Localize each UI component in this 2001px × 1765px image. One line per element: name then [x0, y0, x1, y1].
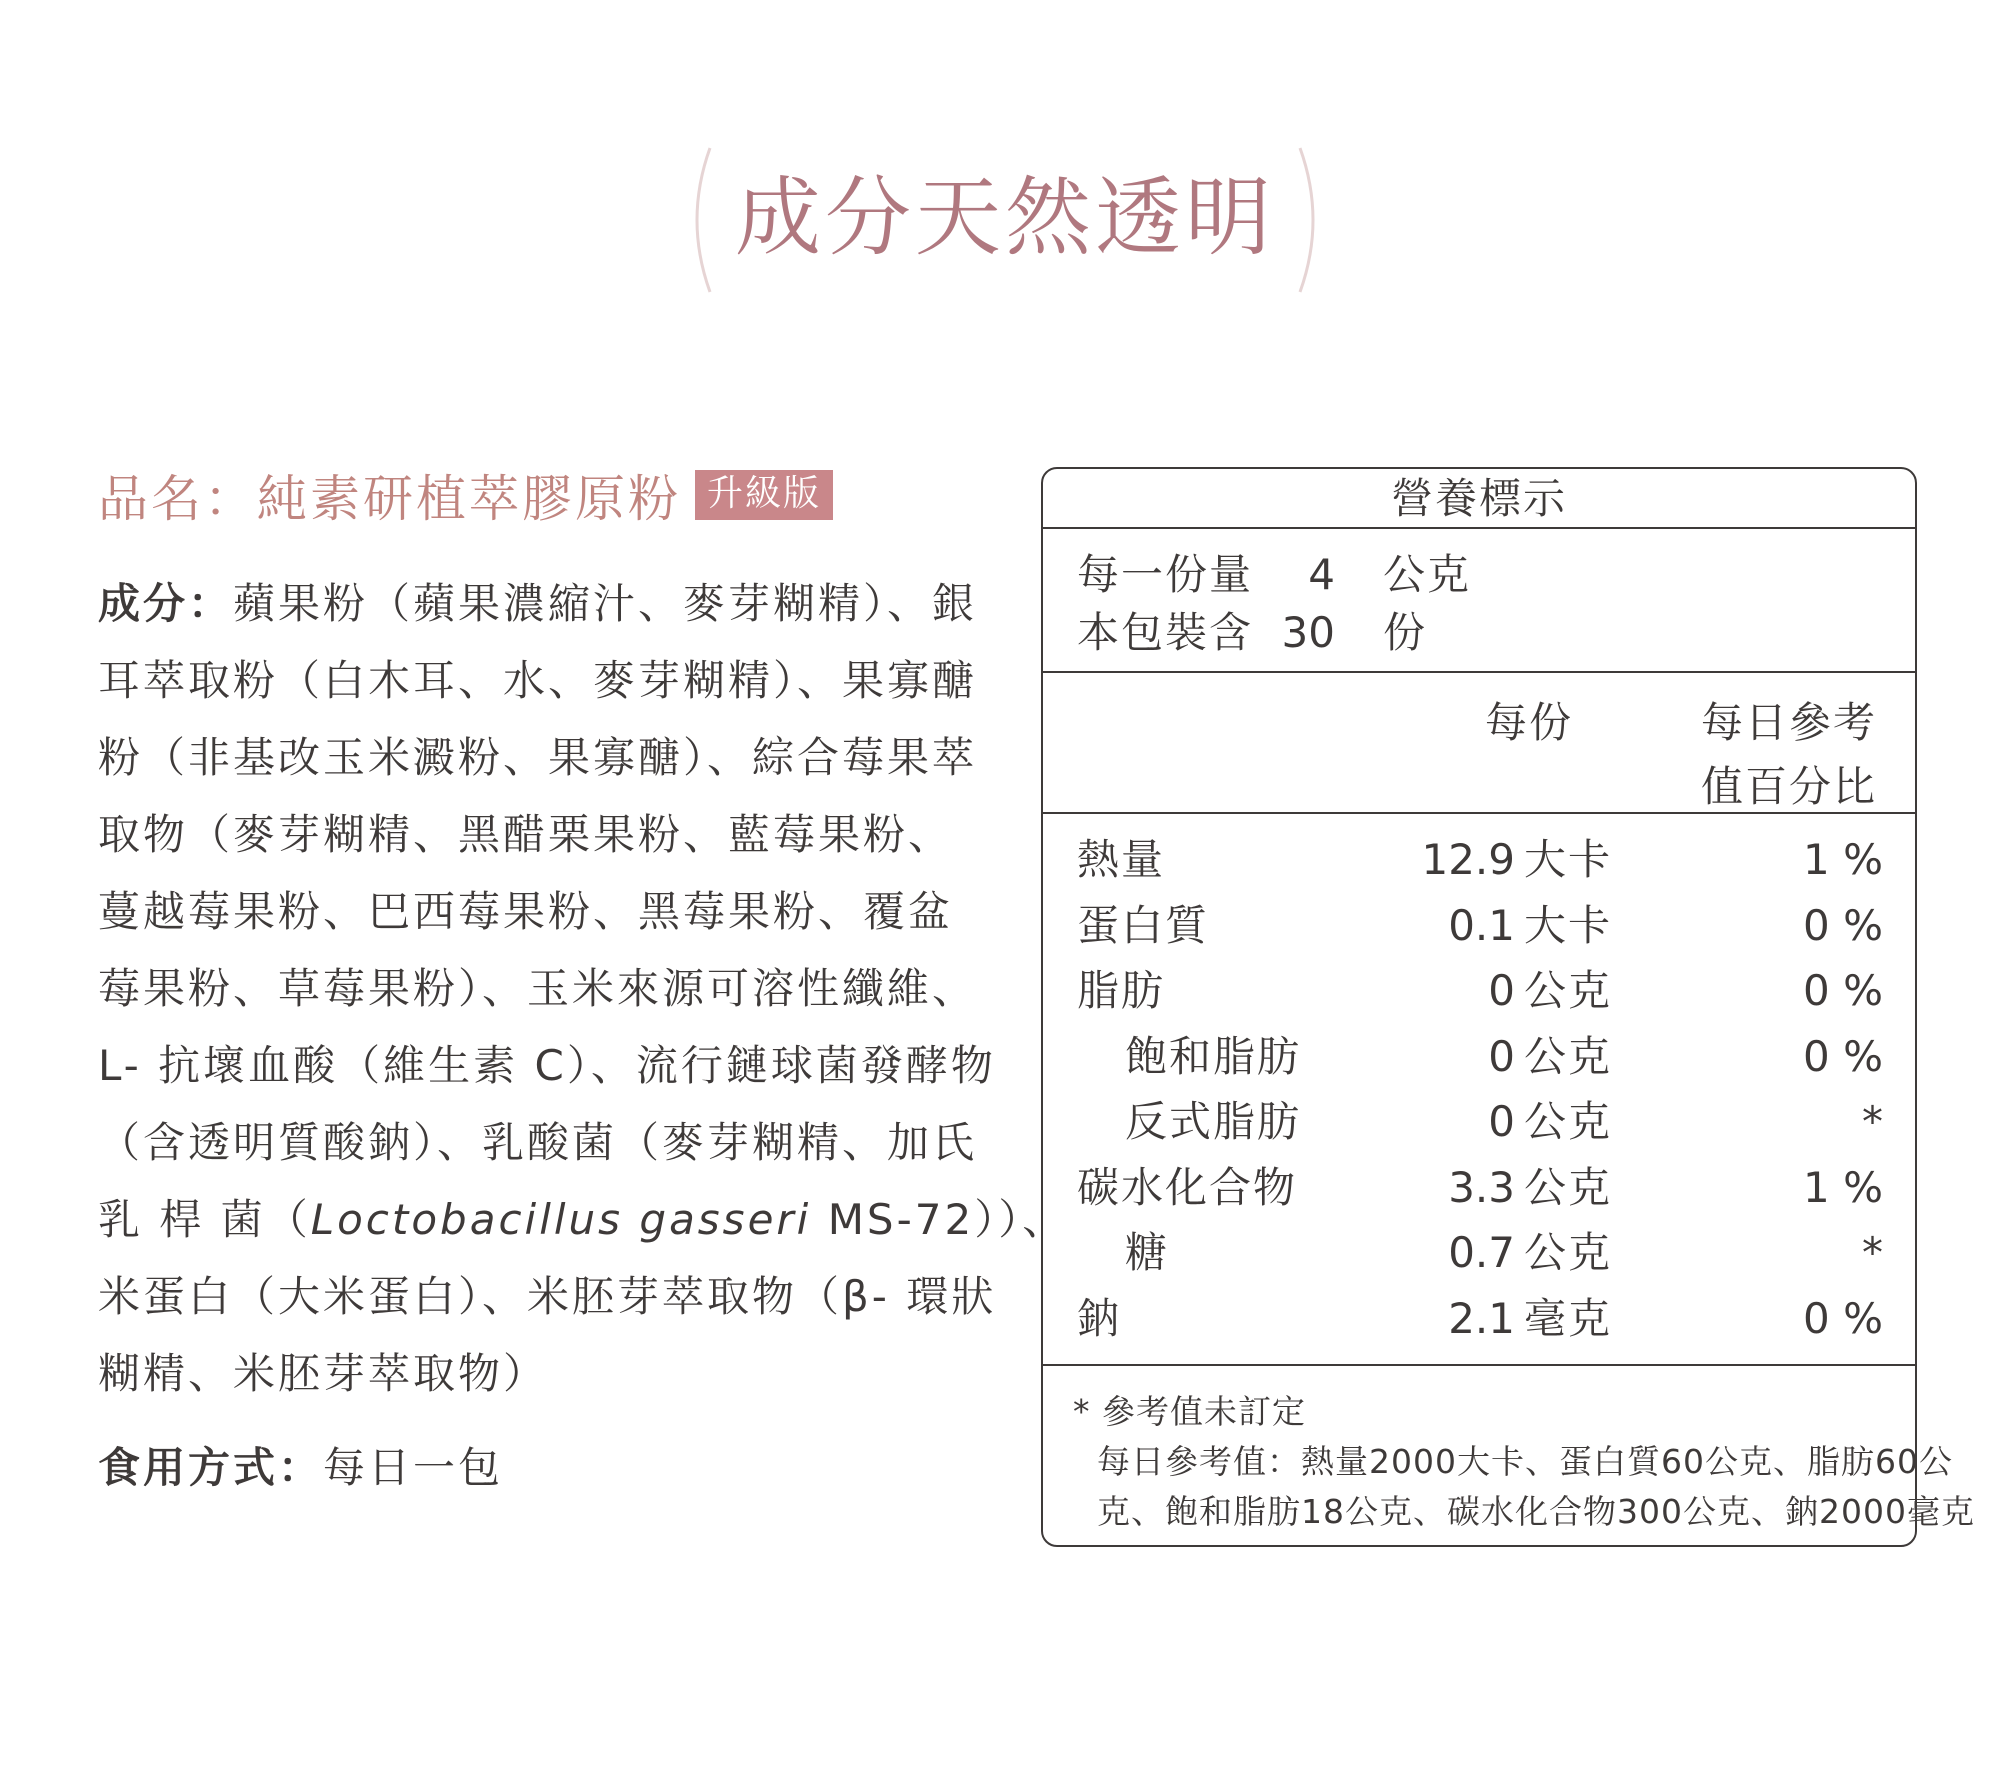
right-parenthesis-decoration [1290, 146, 1330, 294]
ingredients-line: 取物（麥芽糊精、黑醋栗果粉、藍莓果粉、 [98, 810, 954, 859]
nutrient-unit: 大卡 [1523, 901, 1612, 950]
serving-size-value: 4 [1308, 550, 1335, 599]
nutrient-daily-percent: * [1862, 1228, 1883, 1277]
column-header-per-serving: 每份 [1485, 698, 1574, 747]
nutrient-unit: 大卡 [1523, 835, 1612, 884]
nutrient-amount: 2.1 [1448, 1294, 1515, 1343]
nutrient-daily-percent: 0 % [1803, 966, 1883, 1015]
nutrition-facts-table [1041, 467, 1975, 1547]
nutrient-name: 反式脂肪 [1125, 1097, 1302, 1146]
ingredients-line: 成分：蘋果粉（蘋果濃縮汁、麥芽糊精）、銀 [98, 579, 978, 628]
ingredients-line: 糊精、米胚芽萃取物） [98, 1349, 549, 1398]
nutrient-daily-percent: 0 % [1803, 1294, 1883, 1343]
nutrient-amount: 0 [1488, 966, 1515, 1015]
section-header [680, 140, 1330, 300]
usage-label: 食用方式： [98, 1443, 324, 1492]
product-name: 品名：純素研植萃膠原粉 [98, 470, 681, 528]
nutrient-daily-percent: * [1862, 1097, 1883, 1146]
nutrient-name: 蛋白質 [1077, 901, 1210, 950]
footnote-reference-line2: 克、飽和脂肪18公克、碳水化合物300公克、鈉2000毫克 [1097, 1492, 1975, 1531]
bacteria-species-name: Loctobacillus gasseri [310, 1195, 812, 1244]
nutrient-amount: 0.1 [1448, 901, 1515, 950]
ingredients-text [98, 565, 1068, 1412]
serving-size-label: 每一份量 [1077, 550, 1254, 599]
divider [1043, 671, 1915, 673]
nutrient-unit: 公克 [1523, 1097, 1612, 1146]
ingredients-label: 成分： [98, 579, 234, 628]
nutrient-name: 飽和脂肪 [1125, 1032, 1302, 1081]
ingredients-line: 耳萃取粉（白木耳、水、麥芽糊精）、果寡醣 [98, 656, 978, 705]
servings-per-package-unit: 份 [1383, 608, 1428, 657]
nutrient-unit: 公克 [1523, 1228, 1612, 1277]
nutrient-daily-percent: 1 % [1803, 835, 1883, 884]
nutrient-amount: 0 [1488, 1032, 1515, 1081]
nutrient-unit: 毫克 [1523, 1294, 1612, 1343]
nutrient-amount: 0 [1488, 1097, 1515, 1146]
product-name-line [98, 462, 833, 528]
servings-per-package-label: 本包裝含 [1077, 608, 1254, 657]
nutrient-unit: 公克 [1523, 1032, 1612, 1081]
column-header-daily-value-line1: 每日參考 [1700, 698, 1877, 747]
footnote-reference-line1: 每日參考值：熱量2000大卡、蛋白質60公克、脂肪60公 [1097, 1442, 1953, 1481]
nutrition-title: 營養標示 [1390, 474, 1567, 523]
divider [1043, 1364, 1915, 1366]
ingredients-line: 蔓越莓果粉、巴西莓果粉、黑莓果粉、覆盆 [98, 887, 954, 936]
ingredients-line: L- 抗壞血酸（維生素 C）、流行鏈球菌發酵物 [98, 1041, 996, 1090]
ingredients-line: 粉（非基改玉米澱粉、果寡醣）、綜合莓果萃 [98, 733, 978, 782]
nutrient-daily-percent: 0 % [1803, 901, 1883, 950]
nutrient-daily-percent: 0 % [1803, 1032, 1883, 1081]
nutrient-name: 熱量 [1077, 835, 1166, 884]
serving-size-unit: 公克 [1383, 550, 1472, 599]
nutrient-unit: 公克 [1523, 966, 1612, 1015]
column-header-daily-value-line2: 值百分比 [1700, 762, 1877, 811]
usage-value: 每日一包 [323, 1443, 504, 1492]
ingredients-line: 米蛋白（大米蛋白）、米胚芽萃取物（β- 環狀 [98, 1272, 997, 1321]
ingredients-line: 莓果粉、草莓果粉）、玉米來源可溶性纖維、 [98, 964, 978, 1013]
nutrient-unit: 公克 [1523, 1163, 1612, 1212]
nutrient-name: 糖 [1125, 1228, 1170, 1277]
upgrade-badge: 升級版 [695, 470, 833, 520]
nutrient-daily-percent: 1 % [1803, 1163, 1883, 1212]
nutrient-amount: 0.7 [1448, 1228, 1515, 1277]
ingredients-line: （含透明質酸鈉）、乳酸菌（麥芽糊精、加氏 [98, 1118, 978, 1167]
nutrient-name: 鈉 [1077, 1294, 1122, 1343]
footnote-undefined: * 參考值未訂定 [1073, 1392, 1306, 1431]
divider [1043, 527, 1915, 529]
servings-per-package-value: 30 [1281, 608, 1335, 657]
page-title: 成分天然透明 [735, 168, 1275, 268]
nutrient-name: 脂肪 [1077, 966, 1166, 1015]
ingredients-line: 乳 桿 菌（Loctobacillus gasseri MS-72））、 [98, 1195, 1068, 1244]
nutrient-amount: 3.3 [1448, 1163, 1515, 1212]
usage-line [98, 1433, 503, 1503]
nutrient-name: 碳水化合物 [1077, 1163, 1298, 1212]
divider [1043, 812, 1915, 814]
nutrient-amount: 12.9 [1421, 835, 1515, 884]
